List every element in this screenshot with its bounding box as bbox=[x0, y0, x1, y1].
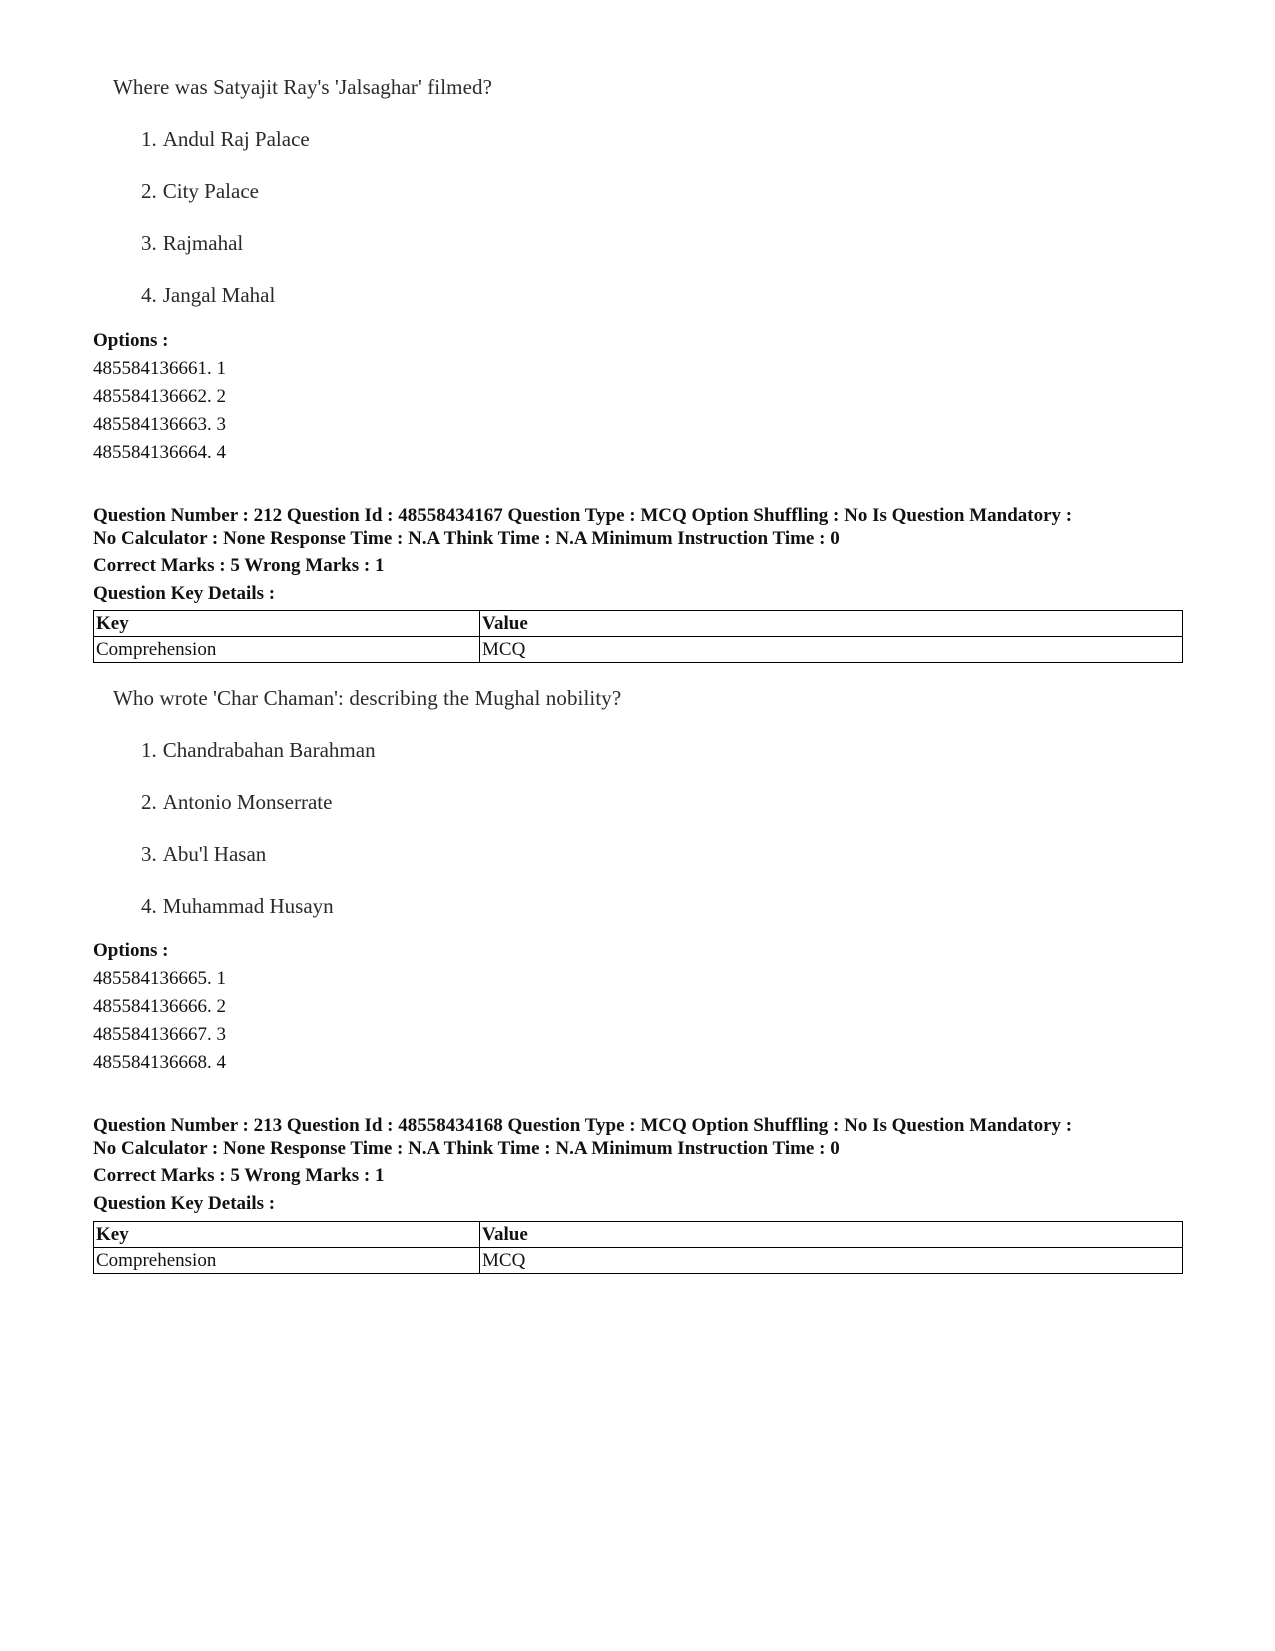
key-details-label: Question Key Details : bbox=[93, 1193, 276, 1214]
choice-text: Antonio Monserrate bbox=[162, 790, 333, 814]
question-meta-line: Question Number : 213 Question Id : 48558434168 Question Type : MCQ Option Shuffling : No Is Question Mandatory : bbox=[93, 1115, 1073, 1136]
question-text: Who wrote 'Char Chaman': describing the Mughal nobility? bbox=[113, 686, 622, 710]
answer-choice bbox=[141, 894, 334, 919]
marks-line: Correct Marks : 5 Wrong Marks : 1 bbox=[93, 1165, 385, 1186]
choice-number: 4. bbox=[141, 894, 157, 918]
answer-choice bbox=[141, 738, 376, 763]
marks-line: Correct Marks : 5 Wrong Marks : 1 bbox=[93, 555, 385, 576]
option-id-line: 485584136662. 2 bbox=[93, 386, 226, 407]
answer-choice bbox=[141, 231, 243, 256]
choice-number: 4. bbox=[141, 283, 157, 307]
choice-number: 2. bbox=[141, 790, 157, 814]
key-details-label: Question Key Details : bbox=[93, 583, 276, 604]
options-label: Options : bbox=[93, 330, 169, 351]
choice-text: Chandrabahan Barahman bbox=[162, 738, 376, 762]
table-header-cell: Key bbox=[94, 611, 480, 637]
answer-choice bbox=[141, 179, 259, 204]
key-details-table bbox=[93, 610, 1183, 663]
table-cell: MCQ bbox=[480, 1248, 1183, 1274]
answer-choice bbox=[141, 283, 275, 308]
table-cell: Comprehension bbox=[94, 1248, 480, 1274]
answer-choice bbox=[141, 790, 332, 815]
question-meta-line: No Calculator : None Response Time : N.A Think Time : N.A Minimum Instruction Time : 0 bbox=[93, 528, 840, 549]
table-header-row bbox=[94, 1222, 1183, 1248]
table-header-cell: Value bbox=[480, 1222, 1183, 1248]
choice-text: Abu'l Hasan bbox=[162, 842, 267, 866]
choice-number: 3. bbox=[141, 231, 157, 255]
options-label: Options : bbox=[93, 940, 169, 961]
table-row bbox=[94, 637, 1183, 663]
answer-choice bbox=[141, 842, 266, 867]
option-id-line: 485584136665. 1 bbox=[93, 968, 226, 989]
choice-text: Jangal Mahal bbox=[162, 283, 276, 307]
table-row bbox=[94, 1248, 1183, 1274]
choice-text: Rajmahal bbox=[162, 231, 244, 255]
question-meta bbox=[93, 504, 1193, 550]
choice-number: 3. bbox=[141, 842, 157, 866]
question-meta-line: No Calculator : None Response Time : N.A Think Time : N.A Minimum Instruction Time : 0 bbox=[93, 1138, 840, 1159]
question-meta-line: Question Number : 212 Question Id : 48558434167 Question Type : MCQ Option Shuffling : No Is Question Mandatory : bbox=[93, 505, 1073, 526]
choice-number: 1. bbox=[141, 127, 157, 151]
choice-text: City Palace bbox=[162, 179, 259, 203]
table-header-cell: Key bbox=[94, 1222, 480, 1248]
option-id-line: 485584136663. 3 bbox=[93, 414, 226, 435]
key-details-table bbox=[93, 1221, 1183, 1274]
table-header-row bbox=[94, 611, 1183, 637]
table-header-cell: Value bbox=[480, 611, 1183, 637]
option-id-line: 485584136661. 1 bbox=[93, 358, 226, 379]
option-id-line: 485584136668. 4 bbox=[93, 1052, 226, 1073]
table-cell: Comprehension bbox=[94, 637, 480, 663]
choice-text: Muhammad Husayn bbox=[162, 894, 334, 918]
table-cell: MCQ bbox=[480, 637, 1183, 663]
choice-text: Andul Raj Palace bbox=[162, 127, 310, 151]
choice-number: 1. bbox=[141, 738, 157, 762]
question-meta bbox=[93, 1114, 1193, 1160]
answer-choice bbox=[141, 127, 310, 152]
choice-number: 2. bbox=[141, 179, 157, 203]
option-id-line: 485584136667. 3 bbox=[93, 1024, 226, 1045]
question-text: Where was Satyajit Ray's 'Jalsaghar' filmed? bbox=[113, 75, 493, 99]
option-id-line: 485584136664. 4 bbox=[93, 442, 226, 463]
option-id-line: 485584136666. 2 bbox=[93, 996, 226, 1017]
